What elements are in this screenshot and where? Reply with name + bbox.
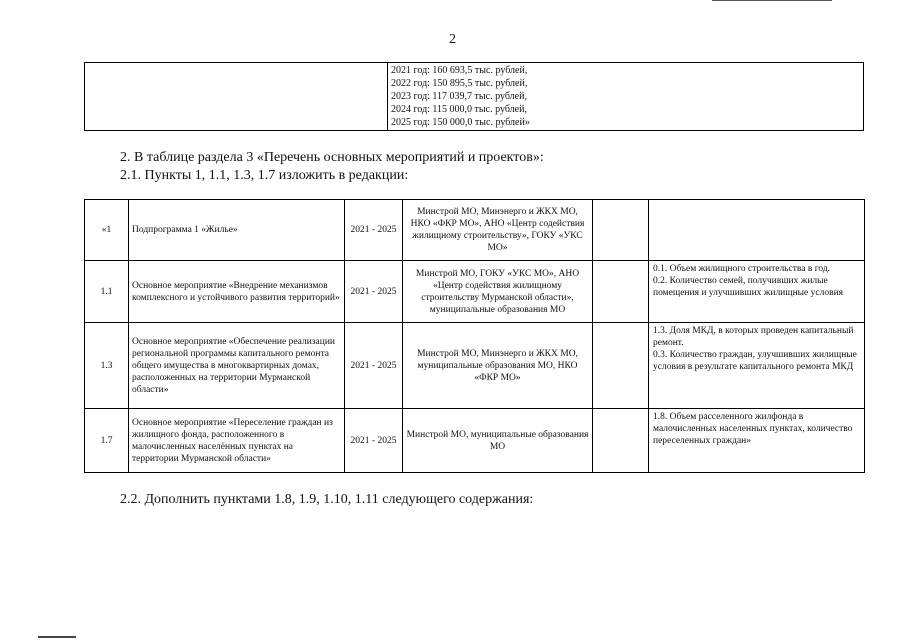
row-indicators xyxy=(649,200,865,261)
funding-line: 2023 год: 117 039,7 тыс. рублей, xyxy=(391,91,527,102)
table-row xyxy=(85,409,865,473)
funding-empty-cell xyxy=(85,63,388,131)
row-number: 1.7 xyxy=(85,409,129,473)
row-indicators xyxy=(649,261,865,323)
funding-table xyxy=(84,62,864,131)
bottom-edge-line xyxy=(38,636,76,638)
row-period: 2021 - 2025 xyxy=(345,323,403,409)
funding-line: 2021 год: 160 693,5 тыс. рублей, xyxy=(391,65,528,76)
row-period: 2021 - 2025 xyxy=(345,200,403,261)
measures-table xyxy=(84,199,865,473)
row-empty-cell xyxy=(593,261,649,323)
indicator-text: 0.2. Количество семей, получивших жилые помещения и улучшивших жилищные условия xyxy=(653,276,844,298)
funding-line: 2022 год: 150 895,5 тыс. рублей, xyxy=(391,78,528,89)
funding-line: 2025 год: 150 000,0 тыс. рублей» xyxy=(391,117,530,128)
paragraph-2-2: 2.2. Дополнить пунктами 1.8, 1.9, 1.10, 1.11 следующего содержания: xyxy=(120,492,534,507)
paragraph-2: 2. В таблице раздела 3 «Перечень основных мероприятий и проектов»: xyxy=(120,150,544,165)
row-name: Подпрограмма 1 «Жилье» xyxy=(129,200,345,261)
row-executors: Минстрой МО, муниципальные образования МО xyxy=(403,409,593,473)
funding-line: 2024 год: 115 000,0 тыс. рублей, xyxy=(391,104,527,115)
table-row xyxy=(85,323,865,409)
row-executors: Минстрой МО, Минэнерго и ЖКХ МО, муниципальные образования МО, НКО «ФКР МО» xyxy=(403,323,593,409)
funding-row xyxy=(85,63,864,131)
row-executors: Минстрой МО, Минэнерго и ЖКХ МО, НКО «ФКР МО», АНО «Центр содействия жилищному строительству», ГОКУ «УКС МО» xyxy=(403,200,593,261)
funding-amounts-cell xyxy=(388,63,864,131)
indicator-text: 0.3. Количество граждан, улучшивших жилищные условия в результате капитального ремонта МКД xyxy=(653,350,857,372)
row-name: Основное мероприятие «Обеспечение реализации региональной программы капитального ремонта общего имущества в многоквартирных домах, расположенных на территории Мурманской области» xyxy=(129,323,345,409)
row-number: «1 xyxy=(85,200,129,261)
page-number: 2 xyxy=(449,32,456,47)
row-name: Основное мероприятие «Переселение граждан из жилищного фонда, расположенного в малочисленных населённых пунктах на территории Мурманской области» xyxy=(129,409,345,473)
indicator-text: 0.1. Объем жилищного строительства в год. xyxy=(653,264,831,274)
row-period: 2021 - 2025 xyxy=(345,409,403,473)
top-edge-line xyxy=(712,0,832,1)
row-name: Основное мероприятие «Внедрение механизмов комплексного и устойчивого развития территорий» xyxy=(129,261,345,323)
row-number: 1.1 xyxy=(85,261,129,323)
table-row xyxy=(85,200,865,261)
table-row xyxy=(85,261,865,323)
row-empty-cell xyxy=(593,409,649,473)
row-executors: Минстрой МО, ГОКУ «УКС МО», АНО «Центр содействия жилищному строительству Мурманской области», муниципальные образования МО xyxy=(403,261,593,323)
row-indicators xyxy=(649,409,865,473)
paragraph-2-1: 2.1. Пункты 1, 1.1, 1.3, 1.7 изложить в редакции: xyxy=(120,168,409,183)
indicator-text: 1.8. Объем расселенного жилфонда в малочисленных населенных пунктах, количество переселенных граждан» xyxy=(653,412,853,446)
row-indicators xyxy=(649,323,865,409)
row-number: 1.3 xyxy=(85,323,129,409)
row-empty-cell xyxy=(593,323,649,409)
row-empty-cell xyxy=(593,200,649,261)
row-period: 2021 - 2025 xyxy=(345,261,403,323)
indicator-text: 1.3. Доля МКД, в которых проведен капитальный ремонт. xyxy=(653,326,854,348)
